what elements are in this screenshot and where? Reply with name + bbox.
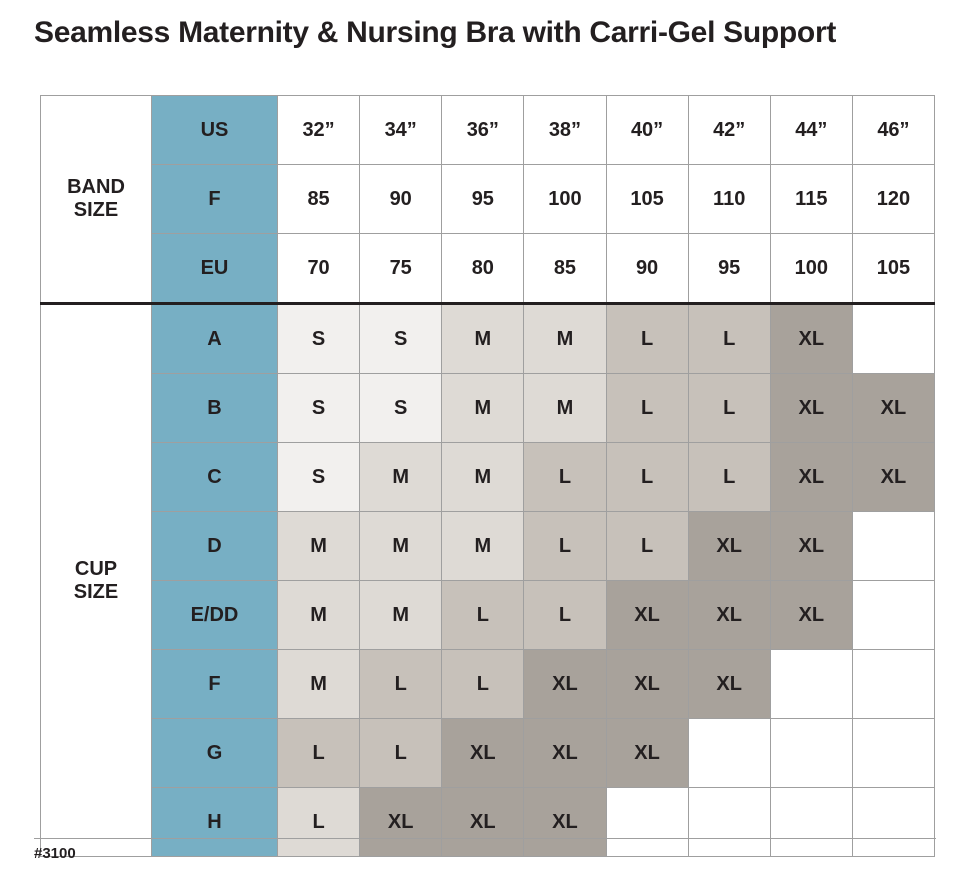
cell-h-5 <box>606 788 688 857</box>
cell-b-5: L <box>606 374 688 443</box>
cell-h-4: XL <box>524 788 606 857</box>
cell-fr-5: 105 <box>606 165 688 234</box>
cell-f-7 <box>770 650 852 719</box>
cell-f-6: XL <box>688 650 770 719</box>
cell-g-3: XL <box>442 719 524 788</box>
cell-d-7: XL <box>770 512 852 581</box>
cell-b-8: XL <box>852 374 934 443</box>
row-header-cup-f: F <box>152 650 278 719</box>
cell-eu-4: 85 <box>524 234 606 304</box>
cell-fr-3: 95 <box>442 165 524 234</box>
cup-size-line2: SIZE <box>73 580 119 603</box>
cell-h-2: XL <box>360 788 442 857</box>
row-header-f-band: F <box>152 165 278 234</box>
cell-us-4: 38” <box>524 96 606 165</box>
cell-a-8 <box>852 304 934 374</box>
cell-a-5: L <box>606 304 688 374</box>
cell-edd-1: M <box>278 581 360 650</box>
cell-b-4: M <box>524 374 606 443</box>
cup-size-line1: CUP <box>74 557 118 580</box>
cell-c-6: L <box>688 443 770 512</box>
cell-fr-4: 100 <box>524 165 606 234</box>
cell-c-7: XL <box>770 443 852 512</box>
cell-h-3: XL <box>442 788 524 857</box>
band-cup-divider <box>40 302 935 305</box>
table-row <box>41 374 935 443</box>
table-row <box>41 788 935 857</box>
table-row <box>41 96 935 165</box>
table-row <box>41 650 935 719</box>
cell-us-6: 42” <box>688 96 770 165</box>
row-header-cup-d: D <box>152 512 278 581</box>
page-title: Seamless Maternity & Nursing Bra with Carri-Gel Support <box>34 16 837 49</box>
cell-g-1: L <box>278 719 360 788</box>
cell-eu-7: 100 <box>770 234 852 304</box>
cell-d-2: M <box>360 512 442 581</box>
cell-g-2: L <box>360 719 442 788</box>
cell-eu-2: 75 <box>360 234 442 304</box>
cell-fr-2: 90 <box>360 165 442 234</box>
cell-h-6 <box>688 788 770 857</box>
cell-eu-6: 95 <box>688 234 770 304</box>
cell-d-1: M <box>278 512 360 581</box>
cell-eu-8: 105 <box>852 234 934 304</box>
table-row <box>41 304 935 374</box>
cell-c-8: XL <box>852 443 934 512</box>
cell-c-1: S <box>278 443 360 512</box>
cell-b-2: S <box>360 374 442 443</box>
cell-f-1: M <box>278 650 360 719</box>
cell-a-3: M <box>442 304 524 374</box>
cell-a-7: XL <box>770 304 852 374</box>
cell-eu-5: 90 <box>606 234 688 304</box>
cell-edd-6: XL <box>688 581 770 650</box>
row-header-cup-c: C <box>152 443 278 512</box>
cell-g-4: XL <box>524 719 606 788</box>
cell-c-2: M <box>360 443 442 512</box>
table-row <box>41 443 935 512</box>
cell-fr-1: 85 <box>278 165 360 234</box>
size-chart-container <box>40 95 935 857</box>
row-header-us: US <box>152 96 278 165</box>
cell-edd-7: XL <box>770 581 852 650</box>
cell-d-4: L <box>524 512 606 581</box>
cell-edd-5: XL <box>606 581 688 650</box>
cell-h-7 <box>770 788 852 857</box>
cell-g-6 <box>688 719 770 788</box>
row-header-cup-g: G <box>152 719 278 788</box>
cell-f-8 <box>852 650 934 719</box>
cell-edd-2: M <box>360 581 442 650</box>
cell-us-3: 36” <box>442 96 524 165</box>
cell-a-1: S <box>278 304 360 374</box>
cup-size-section-label <box>41 304 152 857</box>
cell-edd-3: L <box>442 581 524 650</box>
cell-a-4: M <box>524 304 606 374</box>
cell-c-5: L <box>606 443 688 512</box>
cell-edd-4: L <box>524 581 606 650</box>
row-header-cup-b: B <box>152 374 278 443</box>
cell-c-4: L <box>524 443 606 512</box>
cell-us-8: 46” <box>852 96 934 165</box>
style-code: #3100 <box>34 845 76 862</box>
cell-us-7: 44” <box>770 96 852 165</box>
table-row <box>41 581 935 650</box>
cell-h-1: L <box>278 788 360 857</box>
cell-f-4: XL <box>524 650 606 719</box>
cell-us-2: 34” <box>360 96 442 165</box>
cell-d-6: XL <box>688 512 770 581</box>
cell-d-3: M <box>442 512 524 581</box>
cell-a-2: S <box>360 304 442 374</box>
band-size-line2: SIZE <box>73 199 119 221</box>
cell-b-7: XL <box>770 374 852 443</box>
size-chart-body <box>41 96 935 857</box>
cell-b-1: S <box>278 374 360 443</box>
cell-g-8 <box>852 719 934 788</box>
cell-edd-8 <box>852 581 934 650</box>
cell-fr-6: 110 <box>688 165 770 234</box>
cell-a-6: L <box>688 304 770 374</box>
band-size-line1: BAND <box>67 176 125 198</box>
cell-c-3: M <box>442 443 524 512</box>
table-row <box>41 234 935 304</box>
cell-d-8 <box>852 512 934 581</box>
cell-us-1: 32” <box>278 96 360 165</box>
cell-g-5: XL <box>606 719 688 788</box>
cell-us-5: 40” <box>606 96 688 165</box>
size-chart-table <box>40 95 935 857</box>
cell-fr-7: 115 <box>770 165 852 234</box>
band-size-section-label <box>41 96 152 304</box>
table-row <box>41 165 935 234</box>
cell-eu-3: 80 <box>442 234 524 304</box>
row-header-eu: EU <box>152 234 278 304</box>
cell-d-5: L <box>606 512 688 581</box>
table-row <box>41 512 935 581</box>
cell-b-3: M <box>442 374 524 443</box>
footer-divider <box>34 838 936 839</box>
cell-g-7 <box>770 719 852 788</box>
cell-f-2: L <box>360 650 442 719</box>
table-row <box>41 719 935 788</box>
row-header-cup-edd: E/DD <box>152 581 278 650</box>
cell-fr-8: 120 <box>852 165 934 234</box>
row-header-cup-h: H <box>152 788 278 857</box>
cell-f-5: XL <box>606 650 688 719</box>
cell-f-3: L <box>442 650 524 719</box>
cell-b-6: L <box>688 374 770 443</box>
cell-eu-1: 70 <box>278 234 360 304</box>
cell-h-8 <box>852 788 934 857</box>
row-header-cup-a: A <box>152 304 278 374</box>
